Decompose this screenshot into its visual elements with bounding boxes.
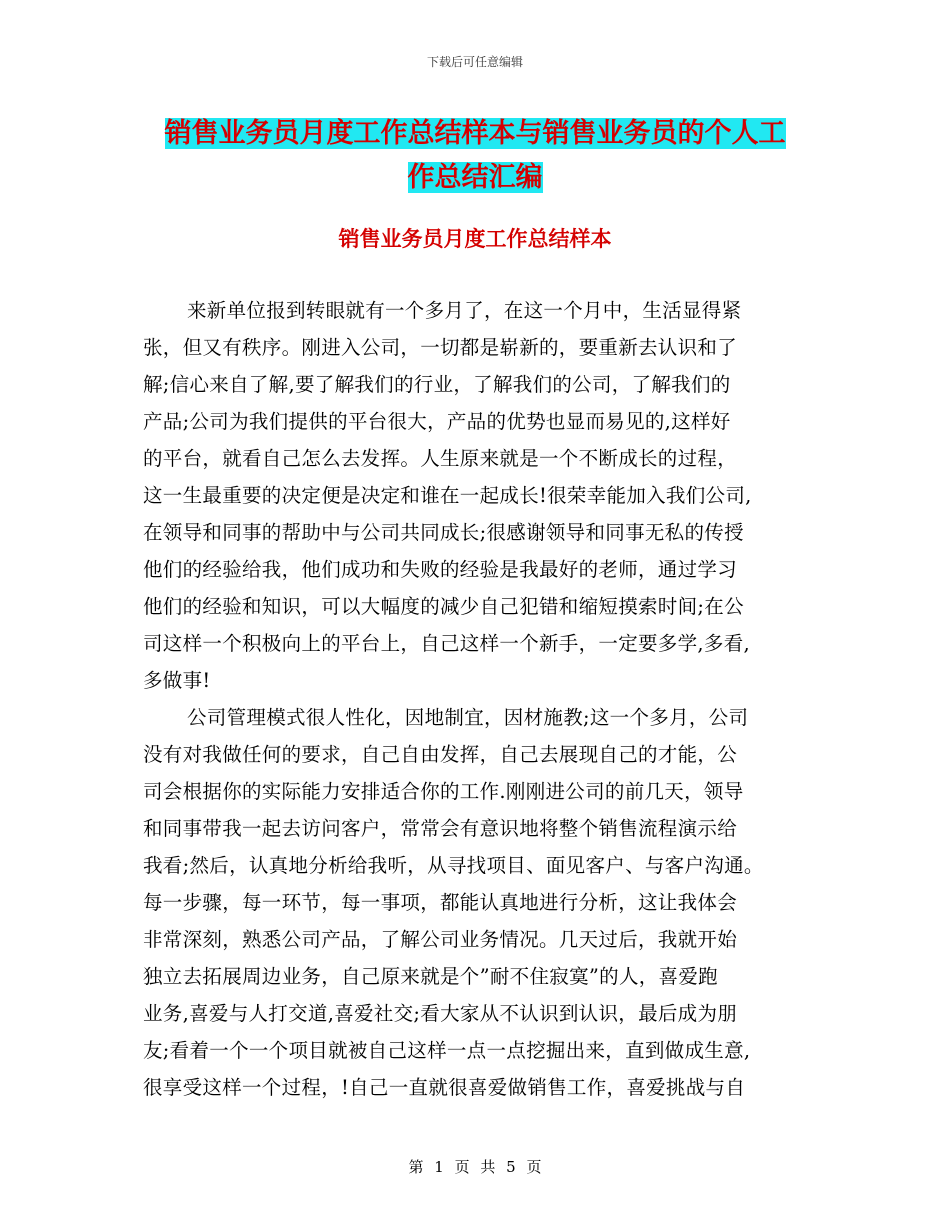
header-note: 下载后可任意编辑 [426,55,523,69]
paragraph-line: 每一步骤，每一环节，每一事项，都能认真地进行分析，这让我体会 [143,891,738,914]
paragraph-line: 司会根据你的实际能力安排适合你的工作.刚刚进公司的前几天，领导 [143,780,744,803]
paragraph-line: 他们的经验给我，他们成功和失败的经验是我最好的老师，通过学习 [143,558,738,581]
paragraph-line: 司这样一个积极向上的平台上，自己这样一个新手，一定要多学,多看, [143,632,750,655]
document-title [140,112,810,200]
body-text [143,292,808,1106]
paragraph-line: 我看;然后，认真地分析给我听，从寻找项目、面见客户、与客户沟通。 [143,854,764,877]
paragraph-line: 公司管理模式很人性化，因地制宜，因材施教;这一个多月，公司 [187,706,749,729]
paragraph-line: 非常深刻，熟悉公司产品，了解公司业务情况。几天过后，我就开始 [143,928,738,951]
document-title-line-2: 作总结汇编 [407,162,543,193]
paragraph-line: 产品;公司为我们提供的平台很大，产品的优势也显而易见的,这样好 [143,410,731,433]
paragraph-line: 解;信心来自了解,要了解我们的行业，了解我们的公司，了解我们的 [143,373,731,396]
paragraph-line: 友;看着一个一个项目就被自己这样一点一点挖掘出来，直到做成生意, [143,1039,751,1062]
document-title-line-1: 销售业务员月度工作总结样本与销售业务员的个人工 [164,118,786,149]
paragraph-line: 这一生最重要的决定便是决定和谁在一起成长!很荣幸能加入我们公司, [143,484,752,507]
paragraph-line: 多做事! [143,669,211,692]
paragraph-line: 很享受这样一个过程，!自己一直就很喜爱做销售工作，喜爱挑战与自 [143,1076,746,1099]
paragraph-line: 业务,喜爱与人打交道,喜爱社交;看大家从不认识到认识，最后成为朋 [143,1002,738,1025]
page-number: 第 1 页 共 5 页 [408,1158,542,1176]
paragraph-line: 他们的经验和知识，可以大幅度的减少自己犯错和缩短摸索时间;在公 [143,595,744,618]
section-title: 销售业务员月度工作总结样本 [338,227,612,251]
paragraph-line: 在领导和同事的帮助中与公司共同成长;很感谢领导和同事无私的传授 [143,521,744,544]
paragraph-line: 和同事带我一起去访问客户，常常会有意识地将整个销售流程演示给 [143,817,738,840]
paragraph-line: 独立去拓展周边业务，自己原来就是个”耐不住寂寞”的人，喜爱跑 [143,965,718,988]
paragraph-line: 没有对我做任何的要求，自己自由发挥，自己去展现自己的才能，公 [143,743,738,766]
paragraph-line: 来新单位报到转眼就有一个多月了，在这一个月中，生活显得紧 [187,299,742,322]
paragraph-line: 的平台，就看自己怎么去发挥。人生原来就是一个不断成长的过程， [143,447,738,470]
paragraph-line: 张，但又有秩序。刚进入公司，一切都是崭新的，要重新去认识和了 [143,336,738,359]
